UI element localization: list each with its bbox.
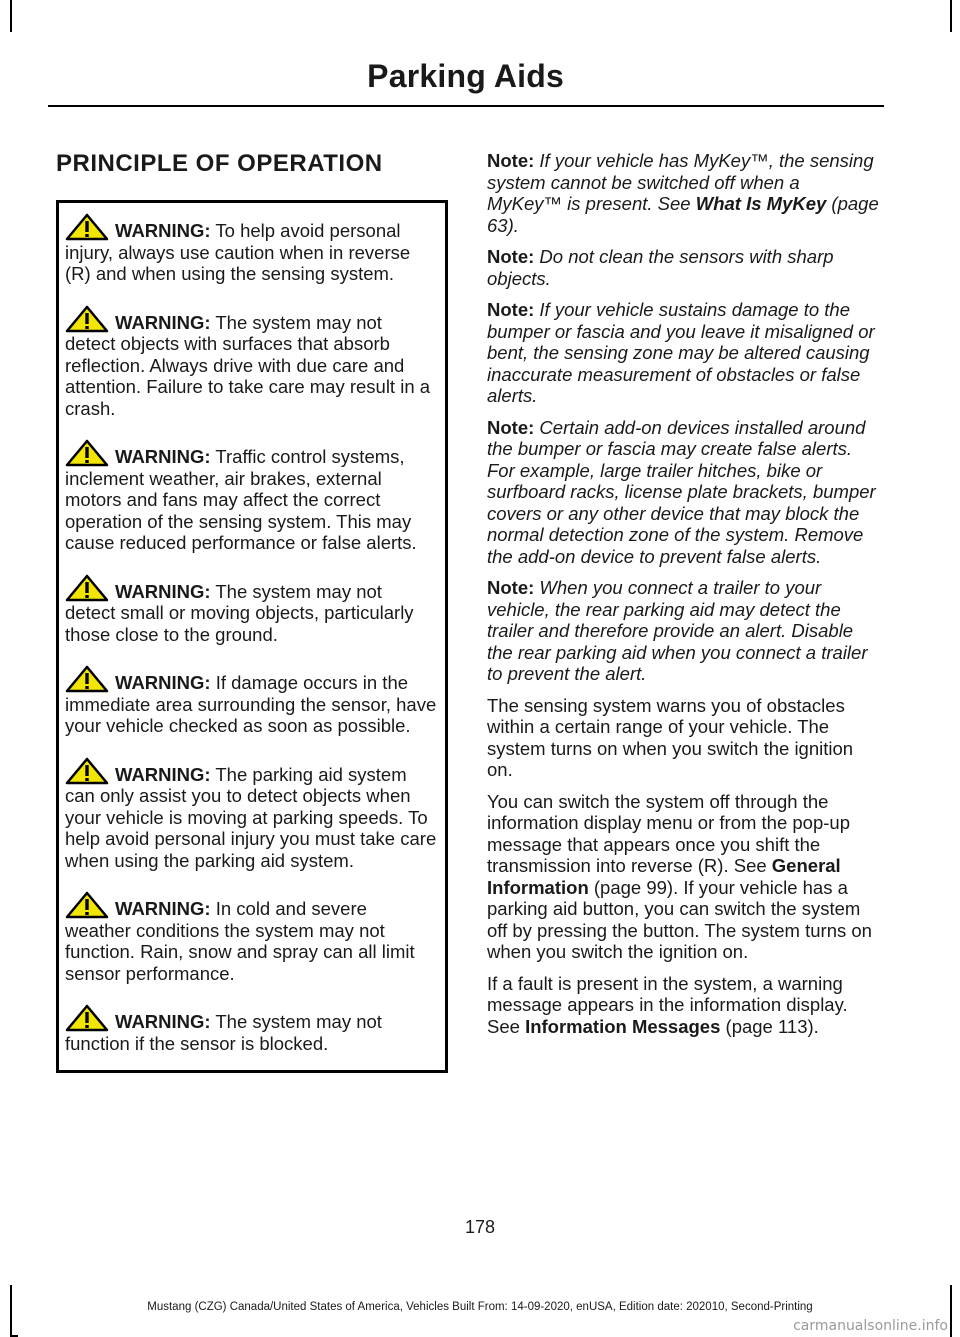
- warning-3: [65, 439, 437, 554]
- note-bumper-damage: [487, 299, 879, 407]
- page-number: 178: [464, 1217, 496, 1237]
- header-divider: [48, 105, 884, 107]
- warning-text: In cold and severe weather conditions the system may not function. Rain, snow and spray can all limit sensor performance.: [65, 898, 415, 984]
- warning-6: [65, 757, 437, 872]
- paragraph-fault: [487, 973, 879, 1038]
- page-header-title: Parking Aids: [367, 58, 564, 94]
- warning-label: WARNING:: [115, 580, 211, 602]
- note-mykey: [487, 150, 879, 236]
- warning-text: To help avoid personal injury, always use caution when in reverse (R) and when using the sensing system.: [65, 220, 411, 284]
- warning-triangle-icon: [65, 665, 109, 693]
- link-information-messages[interactable]: Information Messages: [525, 1015, 721, 1037]
- warning-triangle-icon: [65, 1004, 109, 1032]
- warning-label: WARNING:: [115, 763, 211, 785]
- note-label: Note:: [487, 150, 535, 171]
- paragraph-text: You can switch the system off through the information display menu or from the pop-up message that appears once you shift the transmission into reverse (R). See: [487, 790, 850, 876]
- warning-text: The system may not detect objects with surfaces that absorb reflection. Always drive with due care and attention. Failure to take care may result in a crash.: [65, 311, 431, 419]
- warning-label: WARNING:: [115, 311, 211, 333]
- warning-text: The system may not function if the sensor is blocked.: [65, 1011, 382, 1054]
- watermark: carmanualsonline.info: [793, 1318, 948, 1334]
- note-text: If your vehicle has MyKey™, the sensing system cannot be switched off when a MyKey™ is present. See: [487, 150, 874, 214]
- warning-label: WARNING:: [115, 898, 211, 919]
- crop-mark-top-right: [950, 0, 952, 32]
- note-trailer: [487, 577, 879, 685]
- warning-text: The parking aid system can only assist you to detect objects when your vehicle is moving at parking speeds. To help avoid personal injury you must take care when using the parking aid system.: [65, 763, 437, 871]
- left-column: [56, 150, 446, 1073]
- note-label: Note:: [487, 299, 535, 320]
- warning-label: WARNING:: [115, 220, 211, 241]
- note-page-ref: (page 63).: [487, 193, 879, 236]
- warning-triangle-icon: [65, 574, 109, 602]
- paragraph-text: If a fault is present in the system, a warning message appears in the information display. See: [487, 972, 848, 1037]
- warning-4: [65, 574, 437, 646]
- paragraph-text: (page 99). If your vehicle has a parking aid button, you can switch the system off by pressing the button. The system turns on when you switch the ignition on.: [487, 876, 872, 962]
- warning-triangle-icon: [65, 439, 109, 467]
- warning-triangle-icon: [65, 213, 109, 241]
- warning-text: If damage occurs in the immediate area surrounding the sensor, have your vehicle checked as soon as possible.: [65, 672, 437, 736]
- warning-2: [65, 305, 437, 420]
- note-text: If your vehicle sustains damage to the bumper or fascia and you leave it misaligned or bent, the sensing zone may be altered causing inaccurate measurement of obstacles or false alerts.: [487, 299, 875, 406]
- warning-triangle-icon: [65, 305, 109, 333]
- warning-triangle-icon: [65, 891, 109, 919]
- note-text: When you connect a trailer to your vehicle, the rear parking aid may detect the trailer and therefore provide an alert. Disable the rear parking aid when you connect a trailer to prevent the alert.: [487, 577, 868, 684]
- page-footer: Mustang (CZG) Canada/United States of America, Vehicles Built From: 14-09-2020, enUSA, Edition date: 202010, Second-Printing: [147, 1301, 813, 1313]
- warning-box: [56, 200, 448, 1073]
- note-clean-sensors: [487, 246, 879, 289]
- warning-label: WARNING:: [115, 446, 211, 467]
- link-general-information[interactable]: General Information: [487, 855, 841, 898]
- warning-triangle-icon: [65, 757, 109, 785]
- warning-text: The system may not detect small or moving objects, particularly those close to the ground.: [65, 580, 414, 645]
- paragraph-text: (page 113).: [720, 1015, 819, 1037]
- note-label: Note:: [487, 416, 535, 438]
- note-label: Note:: [487, 246, 535, 267]
- note-text: Certain add-on devices installed around the bumper or fascia may create false alerts. For example, large trailer hitches, bike or surfboard racks, license plate brackets, bumper covers or any other device that may block the normal detection zone of the system. Remove the add-on device to prevent false alerts.: [487, 416, 876, 567]
- warning-text: Traffic control systems, inclement weather, air brakes, external motors and fans may affect the correct operation of the sensing system. This may cause reduced performance or false alerts.: [65, 446, 417, 553]
- paragraph-sensing-system: The sensing system warns you of obstacles within a certain range of your vehicle. The system turns on when you switch the ignition on.: [487, 694, 854, 780]
- warning-label: WARNING:: [115, 672, 211, 693]
- section-title: PRINCIPLE OF OPERATION: [56, 150, 383, 177]
- crop-mark-top-left: [10, 0, 12, 32]
- note-text: Do not clean the sensors with sharp objects.: [487, 246, 834, 289]
- note-label: Note:: [487, 577, 535, 598]
- paragraph-switch-off: [487, 791, 879, 963]
- note-add-on-devices: [487, 417, 879, 568]
- warning-8: [65, 1004, 437, 1054]
- warning-1: [65, 213, 437, 285]
- warning-label: WARNING:: [115, 1011, 211, 1032]
- right-column: [487, 150, 879, 1047]
- link-what-is-mykey[interactable]: What Is MyKey: [695, 193, 827, 214]
- warning-7: [65, 891, 437, 984]
- warning-5: [65, 665, 437, 737]
